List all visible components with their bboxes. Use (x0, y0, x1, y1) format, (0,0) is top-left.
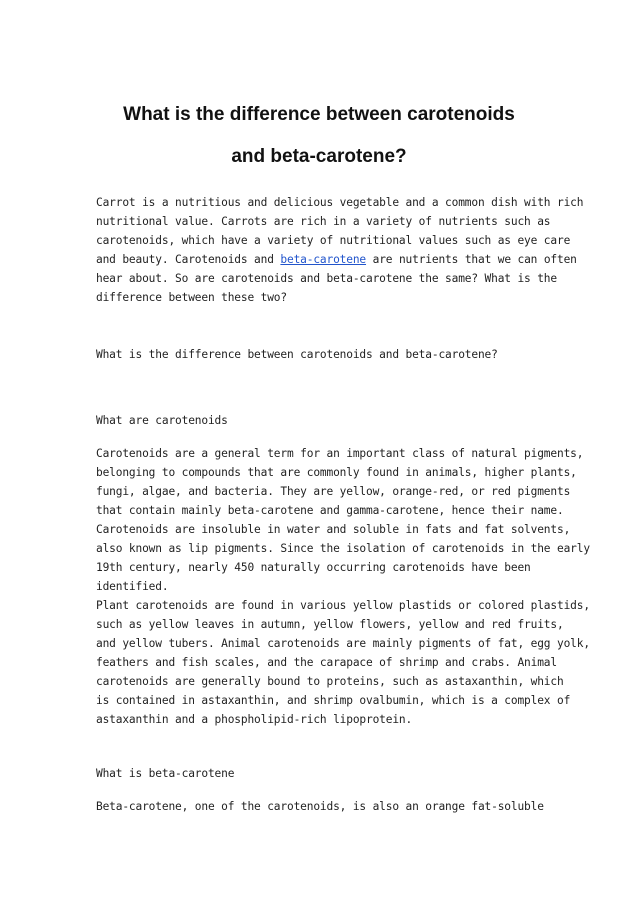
paragraph-line: belonging to compounds that are commonly found in animals, higher plants, (96, 466, 577, 479)
paragraph-line: identified. (96, 580, 169, 593)
paragraph-line: Beta-carotene, one of the carotenoids, is also an orange fat-soluble (96, 800, 544, 813)
paragraph-line: also known as lip pigments. Since the isolation of carotenoids in the early (96, 542, 590, 555)
intro-line-with-link (96, 250, 577, 269)
question-text: What is the difference between carotenoids and beta-carotene? (96, 348, 498, 361)
beta-carotene-paragraph (96, 797, 543, 816)
beta-carotene-link[interactable]: beta-carotene (280, 253, 367, 266)
paragraph-line: 19th century, nearly 450 naturally occurring carotenoids have been (96, 561, 531, 574)
heading-beta-carotene-text: What is beta-carotene (96, 767, 235, 780)
heading-beta-carotene (96, 764, 543, 783)
paragraph-line: feathers and fish scales, and the carapace of shrimp and crabs. Animal (96, 656, 557, 669)
paragraph-line: Carotenoids are a general term for an important class of natural pigments, (96, 447, 584, 460)
intro-line: Carrot is a nutritious and delicious vegetable and a common dish with rich (96, 196, 584, 209)
paragraph-line: that contain mainly beta-carotene and gamma-carotene, hence their name. (96, 504, 564, 517)
document-title-line-2: and beta-carotene? (231, 146, 407, 167)
intro-paragraph (96, 193, 584, 307)
paragraph-line: Carotenoids are insoluble in water and soluble in fats and fat solvents, (96, 523, 571, 536)
intro-line: hear about. So are carotenoids and beta-carotene the same? What is the (96, 272, 557, 285)
intro-line: difference between these two? (96, 291, 287, 304)
paragraph-line: fungi, algae, and bacteria. They are yellow, orange-red, or red pigments (96, 485, 571, 498)
intro-line: carotenoids, which have a variety of nutritional values such as eye care (96, 234, 571, 247)
paragraph-line: and yellow tubers. Animal carotenoids are mainly pigments of fat, egg yolk, (96, 637, 590, 650)
paragraph-line: astaxanthin and a phospholipid-rich lipoprotein. (96, 713, 413, 726)
paragraph-line: Plant carotenoids are found in various yellow plastids or colored plastids, (96, 599, 590, 612)
plant-carotenoids-paragraph (96, 596, 590, 729)
heading-carotenoids (96, 411, 543, 430)
intro-line: nutritional value. Carrots are rich in a variety of nutrients such as (96, 215, 551, 228)
question-line (96, 345, 543, 364)
paragraph-line: is contained in astaxanthin, and shrimp ovalbumin, which is a complex of (96, 694, 571, 707)
intro-text: are nutrients that we can often (366, 253, 577, 266)
paragraph-line: carotenoids are generally bound to proteins, such as astaxanthin, which (96, 675, 564, 688)
heading-carotenoids-text: What are carotenoids (96, 414, 228, 427)
paragraph-line: such as yellow leaves in autumn, yellow flowers, yellow and red fruits, (96, 618, 564, 631)
document-title-line-1: What is the difference between carotenoids (123, 104, 515, 125)
carotenoids-paragraph (96, 444, 590, 596)
intro-text: and beauty. Carotenoids and (96, 253, 281, 266)
